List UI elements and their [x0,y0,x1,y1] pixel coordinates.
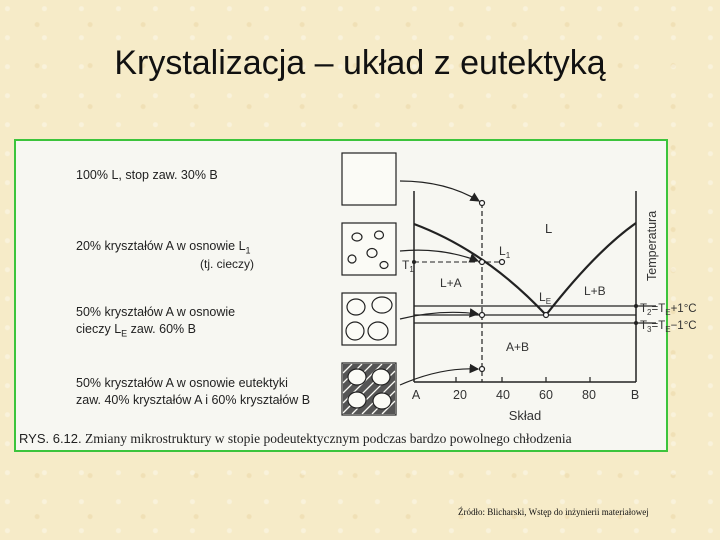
source-note: Źródło: Blicharski, Wstęp do inżynierii materiałowej [458,507,649,517]
label-le: $L_E$ [539,290,552,306]
x-tick-label: A [411,388,421,402]
figure-caption: RYS. 6.12. Zmiany mikrostruktury w stopie podeutektycznym podczas bardzo powolnego chłodzenia [19,431,572,446]
figure-panel [14,139,697,452]
label-t2: $T_2=T_E+1^\circ C$ [640,303,697,317]
eutectic-lines [414,306,656,323]
label-phase-ab: A+B [506,340,530,354]
label-t3: $T_3=T_E-1^\circ C$ [640,320,697,334]
label-phase-l: L [545,221,553,236]
stage-3-text: 50% kryształów A w osnowie cieczy $L_E$ zaw. 60% B [76,305,236,339]
x-tick-label: 40 [496,388,510,402]
stage-1-text: 100% L, stop zaw. 30% B [76,168,218,182]
liquidus-left [414,224,546,315]
micro-box-liquid [342,153,396,205]
label-temperatura: Temperatura [645,210,659,281]
label-l1: $L_1$ [499,244,511,260]
slide-title: Krystalizacja – układ z eutektyką [114,44,606,82]
label-sklad: Skład [508,408,542,423]
stage-2-text: 20% kryształów A w osnowie $L_1$ [76,239,251,256]
x-tick-label: 20 [453,388,467,402]
micro-eutectic [343,364,395,414]
x-tick-labels [412,388,639,402]
x-tick-label: B [630,388,640,402]
label-phase-la: L+A [440,276,462,290]
note-liquid: (tj. cieczy) [200,257,254,271]
liquidus-right [546,223,636,315]
stage-4-text: 50% kryształów A w osnowie eutektyki zaw. 40% kryształów A i 60% kryształów B [76,376,311,407]
x-tick-label: 80 [582,388,596,402]
label-phase-lb: L+B [584,284,606,298]
x-tick-label: 60 [539,388,553,402]
label-t1: $T_1$ [402,258,414,274]
